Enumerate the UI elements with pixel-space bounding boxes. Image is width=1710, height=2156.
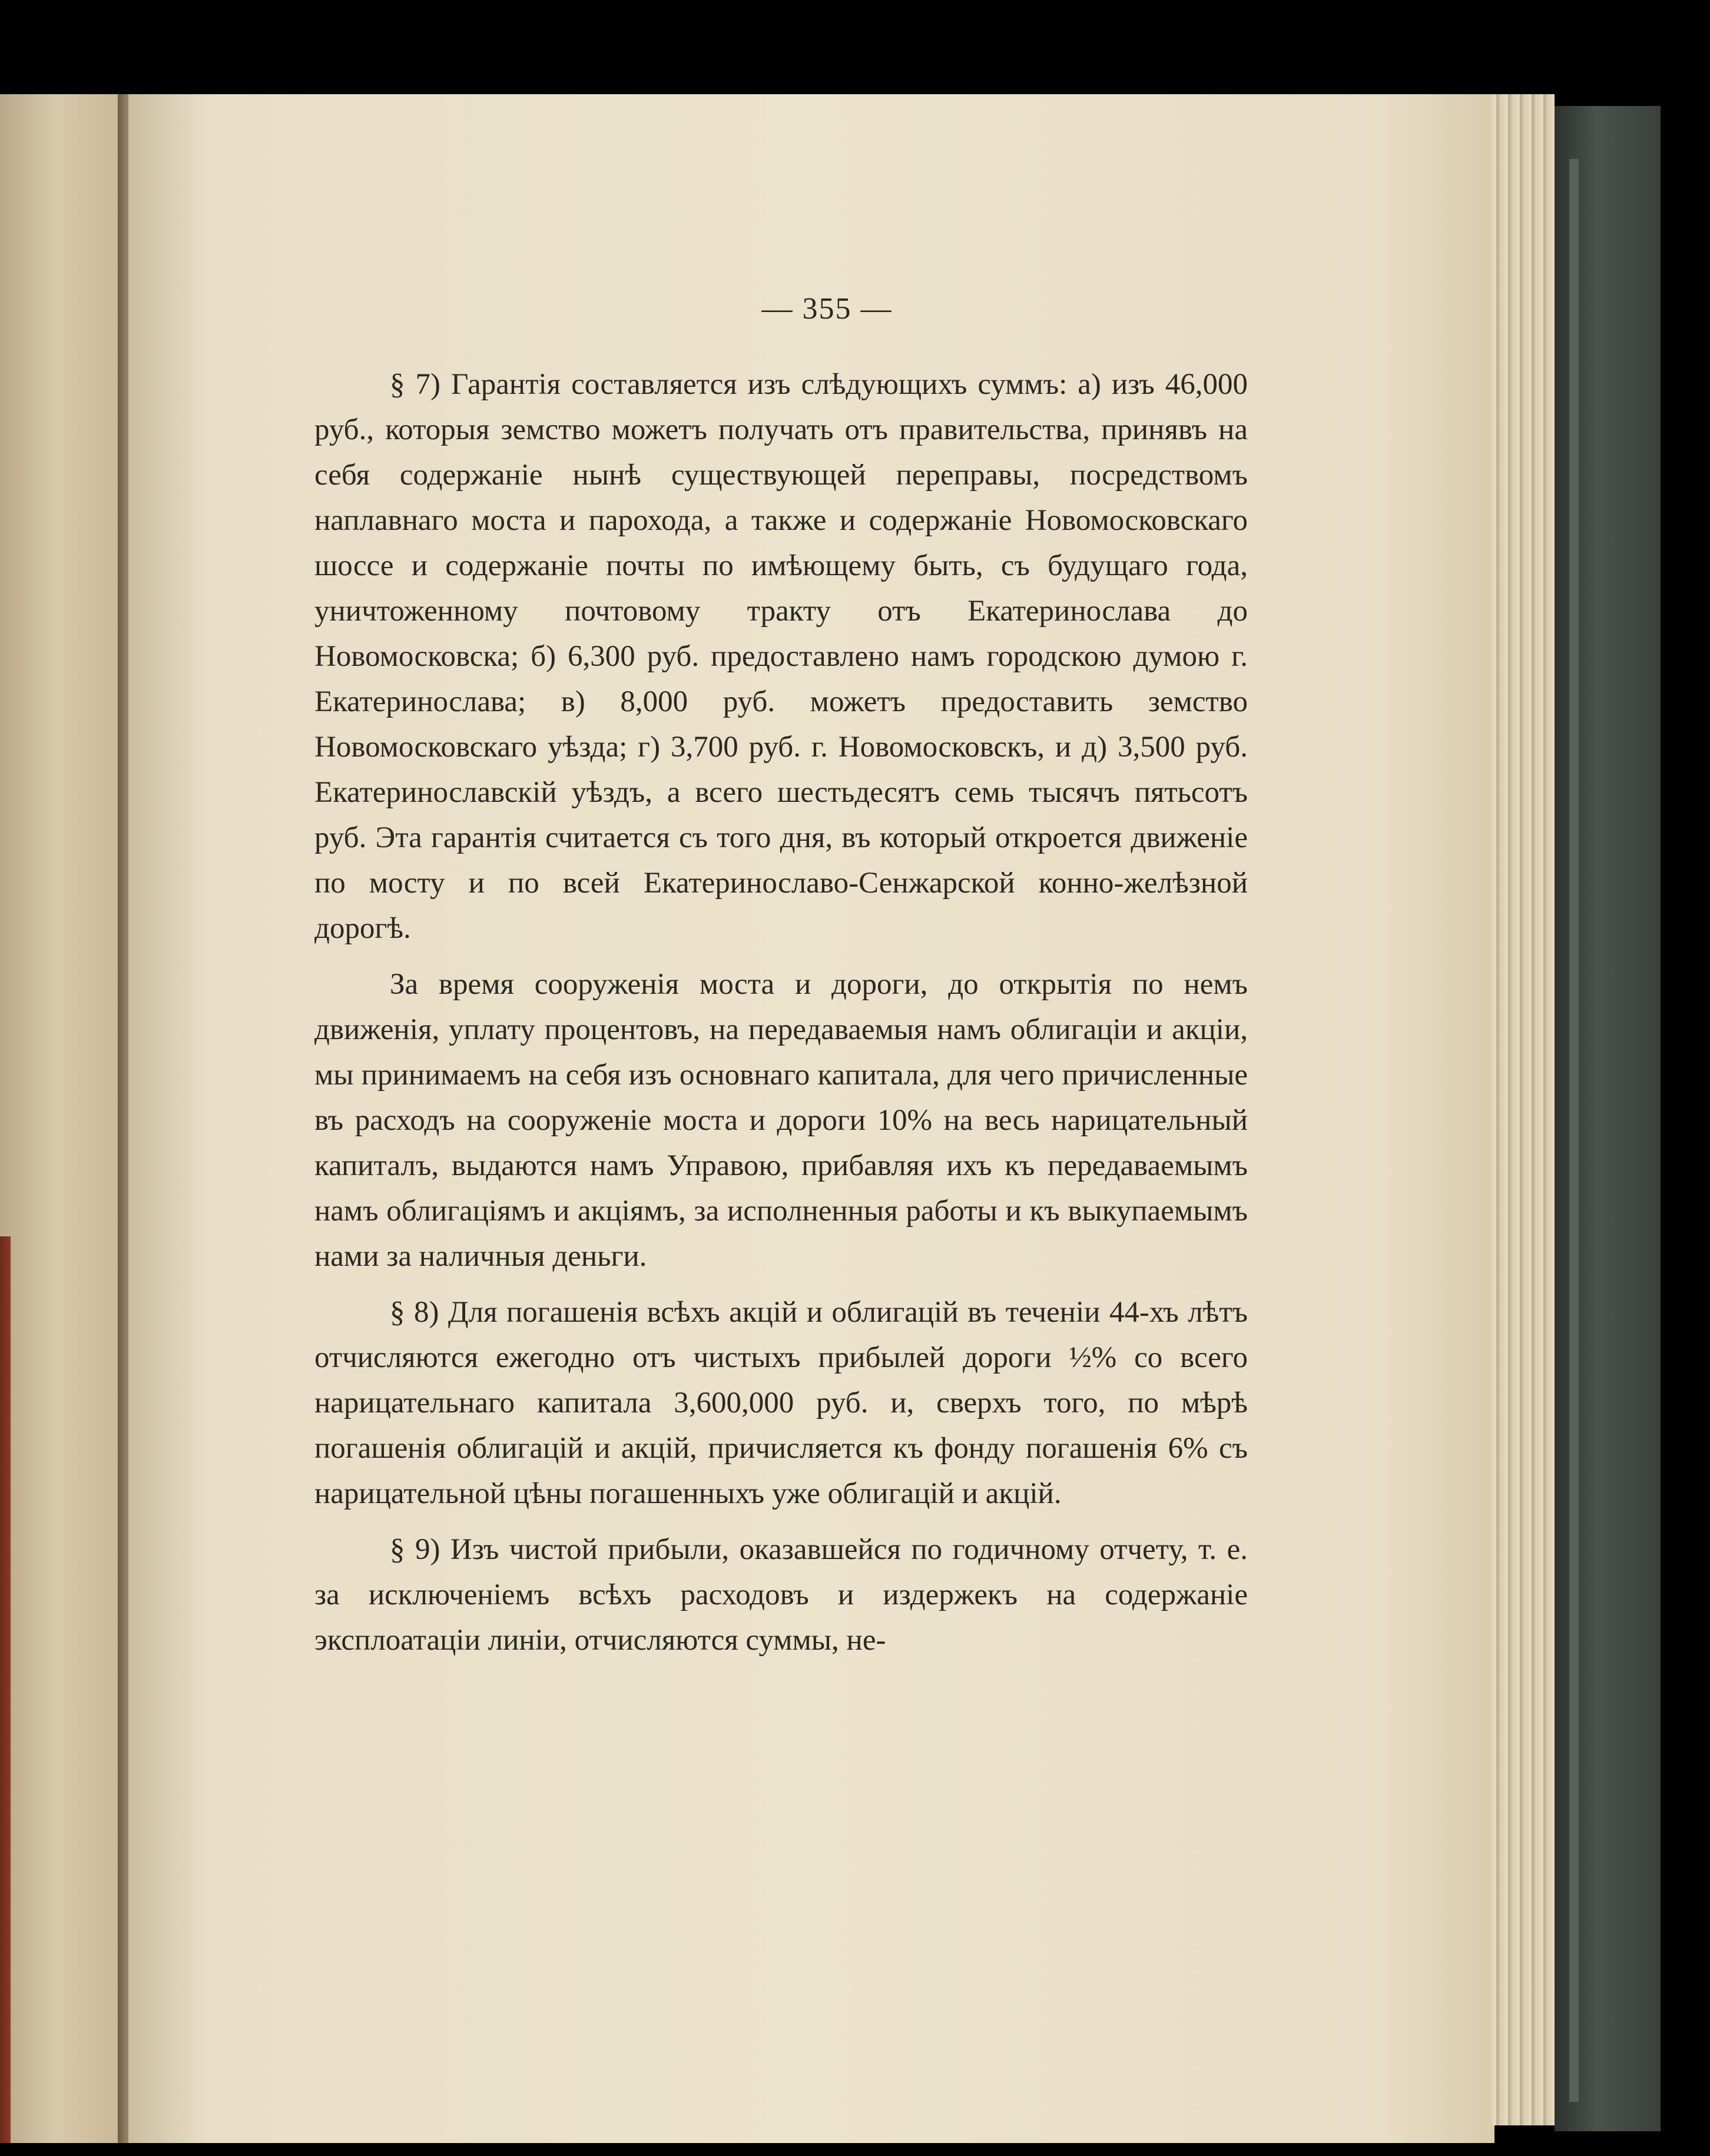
page-body-text (314, 362, 1248, 1674)
paragraph-section-8: § 8) Для погашенія всѣхъ акцій и облигацій въ теченіи 44-хъ лѣтъ отчисляются ежегодно отъ чистыхъ прибылей дороги ½% со всего нарицательнаго капитала 3,600,000 руб. и, сверхъ того, по мѣрѣ погашенія облигацій и акцій, причисляется къ фонду погашенія 6% съ нарицательной цѣны погашенныхъ уже облигацій и акцій. (314, 1296, 1248, 1510)
paragraph-section-9: § 9) Изъ чистой прибыли, оказавшейся по годичному отчету, т. е. за исключеніемъ всѣхъ расходовъ и издержекъ на содержаніе эксплоатаціи линіи, отчисляются суммы, не- (314, 1533, 1248, 1657)
cover-groove (1569, 159, 1579, 2102)
paragraph-construction-period: За время сооруженія моста и дороги, до открытія по немъ движенія, уплату процентовъ, на передаваемыя намъ облигаціи и акціи, мы принимаемъ на себя изъ основнаго капитала, для чего причисленные въ расходъ на сооруженіе моста и дороги 10% на весь нарицательный капиталъ, выдаются намъ Управою, прибавляя ихъ къ передаваемымъ намъ облигаціямъ и акціямъ, за исполненныя работы и къ выкупаемымъ нами за наличныя деньги. (314, 968, 1248, 1273)
page-number (0, 291, 1710, 326)
page-edges (1490, 94, 1555, 2125)
page-number-text: — 355 — (761, 292, 893, 326)
left-page (0, 94, 124, 2143)
left-page-binding (0, 1236, 11, 2143)
paragraph-section-7: § 7) Гарантія составляется изъ слѣдующихъ суммъ: а) изъ 46,000 руб., которыя земство можетъ получать отъ правительства, принявъ на себя содержаніе нынѣ существующей переправы, посредствомъ наплавнаго моста и парохода, а также и содержаніе Новомосковскаго шоссе и содержаніе почты по имѣющему быть, съ будущаго года, уничтоженному почтовому тракту отъ Екатеринослава до Новомосковска; б) 6,300 руб. предоставлено намъ городскою думою г. Екатеринослава; в) 8,000 руб. можетъ предоставить земство Новомосковскаго уѣзда; г) 3,700 руб. г. Новомосковскъ, и д) 3,500 руб. Екатеринославскій уѣздъ, а всего шестьдесятъ семь тысячъ пятьсотъ руб. Эта гарантія считается съ того дня, въ который откроется движеніе по мосту и по всей Екатеринославо-Сенжарской конно-желѣзной дорогѣ. (314, 368, 1248, 945)
